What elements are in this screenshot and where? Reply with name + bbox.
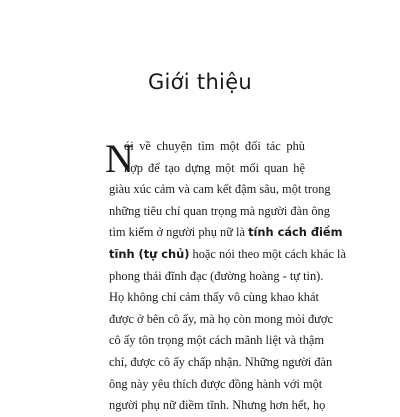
text-line	[109, 374, 323, 396]
text-line	[109, 309, 333, 331]
text-line	[109, 201, 330, 223]
text-segment: tìm kiếm ở người phụ nữ là	[109, 225, 249, 240]
text-line	[109, 136, 305, 158]
bold-text: tính cách điềm	[248, 225, 343, 240]
text-line	[109, 222, 343, 244]
text-segment: những tiêu chí quan trọng mà người đàn ông	[109, 203, 330, 218]
text-segment: người phụ nữ điềm tĩnh. Nhưng hơn hết, họ	[109, 398, 326, 413]
text-segment: Họ không chỉ cảm thấy vô cùng khao khát	[109, 290, 319, 305]
drop-cap: N	[105, 136, 134, 181]
text-segment: ói về chuyện tìm một đối tác phù	[124, 139, 305, 153]
text-segment: được ở bên cô ấy, mà họ còn mong mỏi được	[109, 311, 333, 326]
text-segment: cô ấy tôn trọng một cách mãnh liệt và thậm	[109, 333, 325, 348]
text-segment: giàu xúc cảm và cam kết đậm sâu, một trong	[109, 182, 331, 197]
text-line	[109, 158, 305, 180]
text-line	[109, 352, 333, 374]
text-segment: ông này yêu thích được đồng hành với một	[109, 376, 323, 391]
text-segment: phong thái đĩnh đạc (đường hoàng - tự tin).	[109, 268, 324, 283]
text-segment: chí, được cô ấy chấp nhận. Những người đàn	[109, 354, 333, 369]
chapter-title: Giới thiệu	[147, 70, 253, 94]
text-line	[109, 330, 325, 352]
bold-text: tĩnh (tự chủ)	[109, 246, 190, 261]
intro-paragraph	[105, 136, 346, 417]
text-line	[109, 266, 324, 288]
text-line	[109, 287, 319, 309]
text-line	[109, 244, 346, 266]
text-segment: hoặc nói theo một cách khác là	[189, 246, 346, 261]
text-line	[109, 179, 331, 201]
text-segment: hợp để tạo dựng một mối quan hệ	[124, 160, 305, 175]
text-line	[109, 395, 326, 417]
